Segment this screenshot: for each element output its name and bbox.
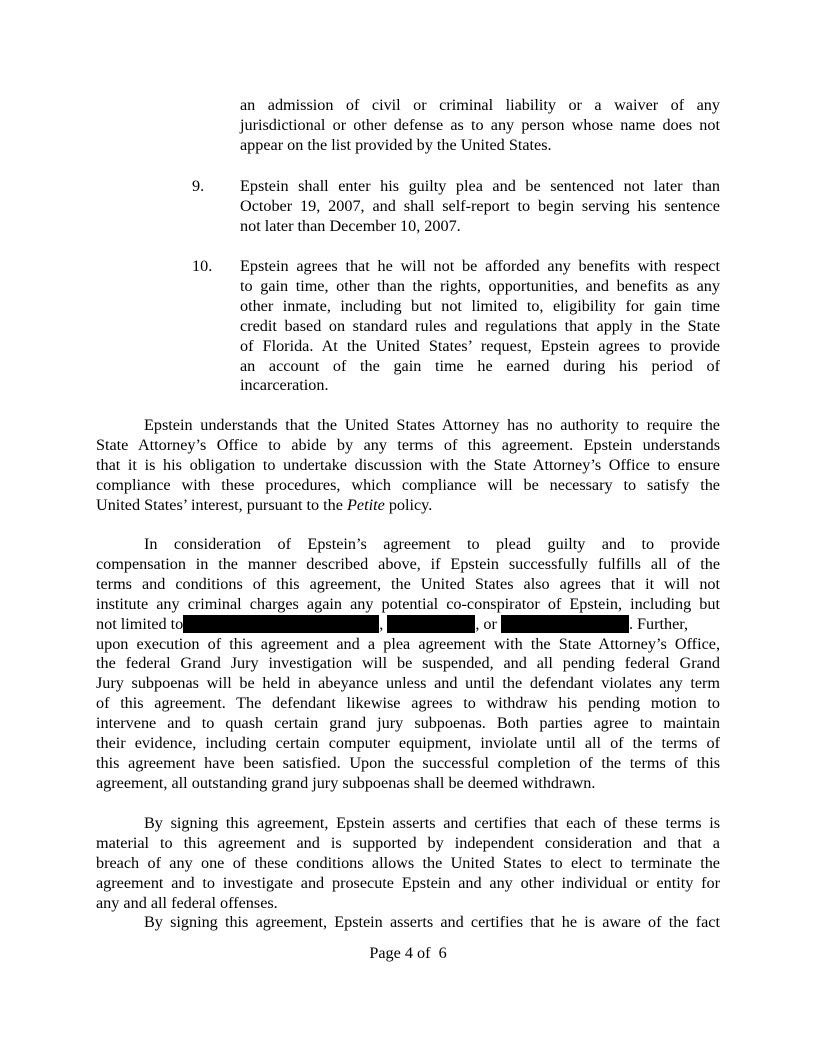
page-number: 4 xyxy=(404,944,413,962)
text-line: of Florida. At the United States’ request, Epstein agrees to provide xyxy=(240,336,720,355)
text-line: not later than December 10, 2007. xyxy=(240,216,461,235)
text-line: institute any criminal charges again any potential co-conspirator of Epstein, including but xyxy=(96,594,720,613)
text-line: an account of the gain time he earned during his period of xyxy=(240,356,720,375)
text-line: incarceration. xyxy=(240,376,329,395)
paragraph-co-conspirators xyxy=(96,535,720,794)
redaction-block xyxy=(387,615,475,633)
text-line: appear on the list provided by the United States. xyxy=(240,135,552,154)
text-segment: , xyxy=(379,614,384,633)
text-line: By signing this agreement, Epstein asserts and certifies that he is aware of the fact xyxy=(144,913,720,931)
text-line: credit based on standard rules and regulations that apply in the State xyxy=(240,316,720,335)
text-line: the federal Grand Jury investigation will be suspended, and all pending federal Grand xyxy=(96,654,720,673)
text-segment: . Further, xyxy=(628,614,689,633)
paragraph-awareness xyxy=(96,913,720,933)
item-10-text xyxy=(240,257,720,396)
text-line: State Attorney’s Office to abide by any terms of this agreement. Epstein understands xyxy=(96,435,720,454)
redacted-line xyxy=(96,615,720,635)
text-line xyxy=(96,496,720,516)
text-line: By signing this agreement, Epstein asserts and certifies that each of these terms is xyxy=(144,814,720,832)
text-line: compensation in the manner described above, if Epstein successfully fulfills all of the xyxy=(96,554,720,573)
text-line: to gain time, other than the rights, opportunities, and benefits as any xyxy=(240,276,720,295)
text-line: Epstein understands that the United States Attorney has no authority to require the xyxy=(144,416,720,434)
total-pages: 6 xyxy=(438,944,447,962)
text-line: an admission of civil or criminal liability or a waiver of any xyxy=(240,96,720,114)
redaction-block xyxy=(501,615,629,633)
text-line: of this agreement. The defendant likewise agrees to withdraw his pending motion to xyxy=(96,694,720,713)
text-line: material to this agreement and is supported by independent consideration and that a xyxy=(96,833,720,852)
text-line: other inmate, including but not limited to, eligibility for gain time xyxy=(240,296,720,315)
text-line: that it is his obligation to undertake discussion with the State Attorney’s Office to ensure xyxy=(96,455,720,474)
petite-policy-term: Petite xyxy=(347,495,385,514)
text-line: October 19, 2007, and shall self-report to begin serving his sentence xyxy=(240,196,720,215)
text-segment: United States’ interest, pursuant to the xyxy=(96,495,348,514)
item-8-continuation xyxy=(240,96,720,156)
text-line: Epstein agrees that he will not be afforded any benefits with respect xyxy=(240,257,720,275)
text-line: their evidence, including certain computer equipment, inviolate until all of the terms of xyxy=(96,734,720,753)
text-line: agreement and to investigate and prosecute Epstein and any other individual or entity for xyxy=(96,873,720,892)
text-segment: policy. xyxy=(384,495,433,514)
item-9-text xyxy=(240,177,720,237)
text-line: compliance with these procedures, which compliance will be necessary to satisfy the xyxy=(96,475,720,494)
redaction-block xyxy=(183,615,379,633)
text-line: any and all federal offenses. xyxy=(96,893,278,912)
text-line: upon execution of this agreement and a plea agreement with the State Attorney’s Office, xyxy=(96,634,720,653)
text-line: In consideration of Epstein’s agreement to plead guilty and to provide xyxy=(144,535,720,553)
text-line: terms and conditions of this agreement, the United States also agrees that it will not xyxy=(96,574,720,593)
text-line: agreement, all outstanding grand jury subpoenas shall be deemed withdrawn. xyxy=(96,773,596,792)
text-line: jurisdictional or other defense as to any person whose name does not xyxy=(240,115,720,134)
of-label: of xyxy=(416,944,431,962)
text-line: Jury subpoenas will be held in abeyance unless and until the defendant violates any term xyxy=(96,674,720,693)
paragraph-state-attorney xyxy=(96,416,720,516)
text-line: breach of any one of these conditions allows the United States to elect to terminate the xyxy=(96,853,720,872)
item-number: 10. xyxy=(192,257,213,275)
text-segment: not limited to xyxy=(96,614,184,633)
text-line: Epstein shall enter his guilty plea and be sentenced not later than xyxy=(240,177,720,195)
item-number: 9. xyxy=(192,177,205,195)
page-label: Page xyxy=(369,944,401,962)
text-line: this agreement have been satisfied. Upon the successful completion of the terms of this xyxy=(96,753,720,772)
page-footer xyxy=(0,944,816,964)
text-line: intervene and to quash certain grand jury subpoenas. Both parties agree to maintain xyxy=(96,714,720,733)
text-segment: , or xyxy=(475,614,497,633)
paragraph-certification xyxy=(96,814,720,914)
